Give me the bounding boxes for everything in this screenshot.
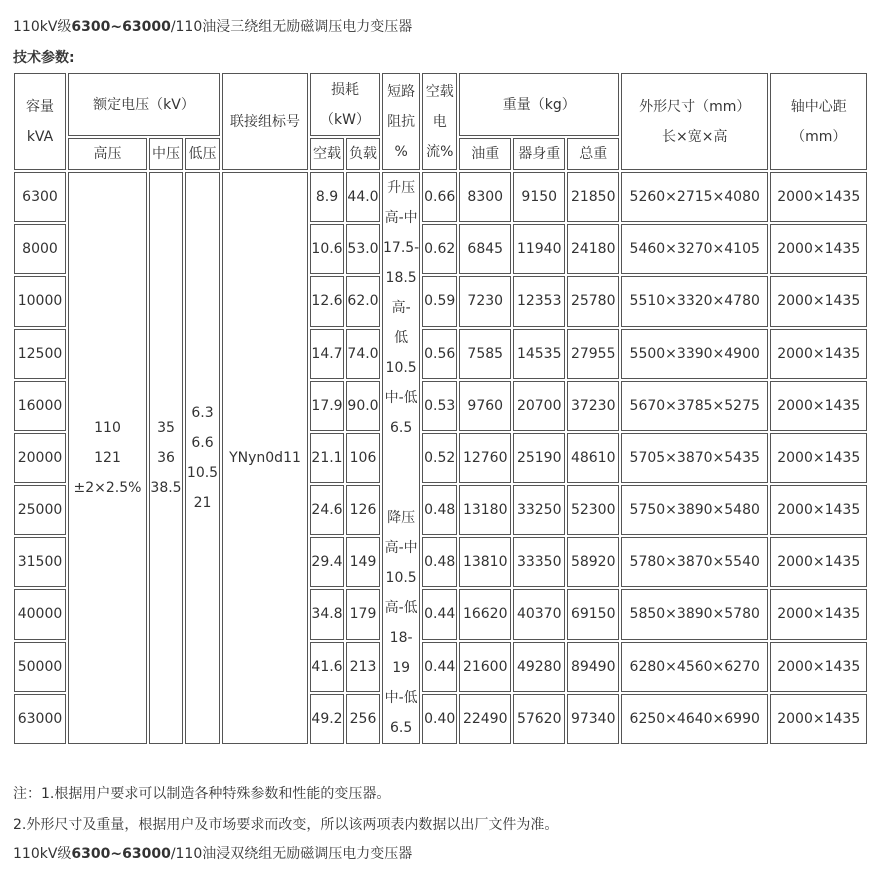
capacity-cell: 16000 <box>14 381 66 431</box>
mid-voltage-cell-line: 36 <box>157 450 175 466</box>
body-weight-cell: 40370 <box>513 589 565 639</box>
dimensions-cell: 6250×4640×6990 <box>621 694 768 744</box>
high-voltage-cell-line: 110 <box>94 420 121 436</box>
loss-noload-cell: 24.6 <box>310 485 344 535</box>
body-weight-cell: 12353 <box>513 276 565 326</box>
capacity-cell: 10000 <box>14 276 66 326</box>
mid-voltage-cell-line: 38.5 <box>150 480 182 496</box>
header-dimensions <box>621 73 768 170</box>
impedance-cell-line: 17.5- <box>383 240 420 256</box>
header-current-l1: 空载 <box>425 83 454 100</box>
impedance-cell-line: 10.5 <box>385 570 417 586</box>
header-axis-l2: （mm） <box>791 128 847 145</box>
loss-noload-cell: 8.9 <box>310 172 344 222</box>
total-weight-cell: 52300 <box>567 485 619 535</box>
header-axis-l1: 轴中心距 <box>790 98 847 115</box>
header-weight-oil: 油重 <box>459 138 511 170</box>
low-voltage-cell <box>185 172 220 744</box>
loss-load-cell: 90.0 <box>346 381 380 431</box>
header-loss <box>310 73 380 136</box>
dimensions-cell: 5260×2715×4080 <box>621 172 768 222</box>
oil-weight-cell: 22490 <box>459 694 511 744</box>
header-impedance-l1: 短路 <box>387 83 416 100</box>
oil-weight-cell: 16620 <box>459 589 511 639</box>
header-capacity <box>14 73 66 170</box>
loss-noload-cell: 34.8 <box>310 589 344 639</box>
total-weight-cell: 37230 <box>567 381 619 431</box>
high-voltage-cell-line: 121 <box>94 450 121 466</box>
loss-noload-cell: 21.1 <box>310 433 344 483</box>
impedance-cell-line: 18.5 <box>385 270 417 286</box>
impedance-cell-line: 高-低 <box>384 600 418 616</box>
mid-voltage-cell <box>149 172 183 744</box>
header-loss-load: 负载 <box>346 138 380 170</box>
impedance-cell-line: 高- <box>391 300 411 316</box>
loss-noload-cell: 41.6 <box>310 642 344 692</box>
header-capacity-l1: 容量 <box>26 98 54 115</box>
header-weight-body: 器身重 <box>513 138 565 170</box>
loss-load-cell: 62.0 <box>346 276 380 326</box>
oil-weight-cell: 12760 <box>459 433 511 483</box>
noload-current-cell: 0.59 <box>422 276 457 326</box>
noload-current-cell: 0.44 <box>422 642 457 692</box>
body-weight-cell: 33350 <box>513 537 565 587</box>
axis-distance-cell: 2000×1435 <box>770 537 867 587</box>
header-current-l2: 电 <box>432 113 447 130</box>
impedance-cell-line: 10.5 <box>385 360 417 376</box>
dimensions-cell: 6280×4560×6270 <box>621 642 768 692</box>
low-voltage-cell-line: 21 <box>193 495 212 511</box>
title-range: 6300~63000 <box>71 19 171 35</box>
capacity-cell: 25000 <box>14 485 66 535</box>
impedance-cell-line <box>383 443 419 473</box>
capacity-cell: 31500 <box>14 537 66 587</box>
noload-current-cell: 0.48 <box>422 485 457 535</box>
dimensions-cell: 5780×3870×5540 <box>621 537 768 587</box>
axis-distance-cell: 2000×1435 <box>770 642 867 692</box>
noload-current-cell: 0.44 <box>422 589 457 639</box>
high-voltage-cell <box>68 172 147 744</box>
total-weight-cell: 58920 <box>567 537 619 587</box>
header-dims-l1: 外形尺寸（mm） <box>639 98 751 115</box>
title2-prefix: 110kV级 <box>13 846 72 862</box>
axis-distance-cell: 2000×1435 <box>770 694 867 744</box>
impedance-cell-line: 高-中 <box>384 540 418 556</box>
noload-current-cell: 0.48 <box>422 537 457 587</box>
header-impedance-l2: 阻抗 <box>387 113 416 130</box>
body-weight-cell: 49280 <box>513 642 565 692</box>
impedance-cell-line: 降压 <box>387 510 416 526</box>
noload-current-cell: 0.56 <box>422 329 457 379</box>
axis-distance-cell: 2000×1435 <box>770 329 867 379</box>
loss-noload-cell: 49.2 <box>310 694 344 744</box>
impedance-cell-line: 低 <box>394 330 409 346</box>
loss-noload-cell: 17.9 <box>310 381 344 431</box>
axis-distance-cell: 2000×1435 <box>770 276 867 326</box>
low-voltage-cell-line: 10.5 <box>186 465 219 481</box>
body-weight-cell: 33250 <box>513 485 565 535</box>
total-weight-cell: 89490 <box>567 642 619 692</box>
title2-range: 6300~63000 <box>71 846 171 862</box>
header-weight-total: 总重 <box>567 138 619 170</box>
capacity-cell: 6300 <box>14 172 66 222</box>
header-capacity-l2: kVA <box>26 128 54 145</box>
loss-load-cell: 126 <box>346 485 380 535</box>
axis-distance-cell: 2000×1435 <box>770 381 867 431</box>
loss-load-cell: 179 <box>346 589 380 639</box>
loss-load-cell: 53.0 <box>346 224 380 274</box>
body-weight-cell: 25190 <box>513 433 565 483</box>
impedance-cell <box>382 172 420 744</box>
noload-current-cell: 0.62 <box>422 224 457 274</box>
title2-suffix: /110油浸双绕组无励磁调压电力变压器 <box>170 846 413 862</box>
capacity-cell: 12500 <box>14 329 66 379</box>
header-voltage-mid: 中压 <box>149 138 183 170</box>
loss-noload-cell: 10.6 <box>310 224 344 274</box>
total-weight-cell: 97340 <box>567 694 619 744</box>
loss-load-cell: 213 <box>346 642 380 692</box>
header-noload-current <box>422 73 457 170</box>
noload-current-cell: 0.53 <box>422 381 457 431</box>
section-subtitle: 技术参数: <box>13 50 75 66</box>
impedance-cell-line: 19 <box>392 660 411 676</box>
header-loss-l1: 损耗 <box>331 81 359 98</box>
oil-weight-cell: 13180 <box>459 485 511 535</box>
total-weight-cell: 69150 <box>567 589 619 639</box>
header-dims-l2: 长×宽×高 <box>662 128 728 145</box>
page-title <box>13 16 412 36</box>
oil-weight-cell: 9760 <box>459 381 511 431</box>
capacity-cell: 20000 <box>14 433 66 483</box>
body-weight-cell: 9150 <box>513 172 565 222</box>
impedance-cell-line: 6.5 <box>389 420 413 436</box>
header-impedance-l3: % <box>394 143 408 160</box>
oil-weight-cell: 8300 <box>459 172 511 222</box>
total-weight-cell: 48610 <box>567 433 619 483</box>
impedance-cell-line: 升压 <box>387 180 416 196</box>
capacity-cell: 8000 <box>14 224 66 274</box>
noload-current-cell: 0.52 <box>422 433 457 483</box>
dimensions-cell: 5510×3320×4780 <box>621 276 768 326</box>
header-vector-group: 联接组标号 <box>222 73 308 170</box>
header-row-1 <box>14 73 867 136</box>
header-axis-distance <box>770 73 867 170</box>
body-weight-cell: 14535 <box>513 329 565 379</box>
loss-load-cell: 256 <box>346 694 380 744</box>
oil-weight-cell: 7585 <box>459 329 511 379</box>
table-row <box>14 172 867 222</box>
noload-current-cell: 0.66 <box>422 172 457 222</box>
header-weight: 重量（kg） <box>459 73 619 136</box>
header-loss-noload: 空载 <box>310 138 344 170</box>
header-voltage: 额定电压（kV） <box>68 73 220 136</box>
header-voltage-low: 低压 <box>185 138 220 170</box>
dimensions-cell: 5750×3890×5480 <box>621 485 768 535</box>
spec-table-body <box>14 73 867 744</box>
low-voltage-cell-line: 6.6 <box>191 435 214 451</box>
vector-group-cell: YNyn0d11 <box>222 172 308 744</box>
capacity-cell: 50000 <box>14 642 66 692</box>
loss-load-cell: 44.0 <box>346 172 380 222</box>
impedance-cell-line: 中-低 <box>384 390 418 406</box>
impedance-cell-line: 18- <box>389 630 413 646</box>
total-weight-cell: 25780 <box>567 276 619 326</box>
dimensions-cell: 5705×3870×5435 <box>621 433 768 483</box>
axis-distance-cell: 2000×1435 <box>770 224 867 274</box>
high-voltage-cell-line: ±2×2.5% <box>73 480 142 496</box>
oil-weight-cell: 13810 <box>459 537 511 587</box>
impedance-cell-line: 中-低 <box>384 690 418 706</box>
header-voltage-high: 高压 <box>68 138 147 170</box>
loss-noload-cell: 29.4 <box>310 537 344 587</box>
body-weight-cell: 57620 <box>513 694 565 744</box>
header-loss-l2: （kW） <box>320 111 370 128</box>
oil-weight-cell: 7230 <box>459 276 511 326</box>
capacity-cell: 63000 <box>14 694 66 744</box>
dimensions-cell: 5850×3890×5780 <box>621 589 768 639</box>
impedance-cell-line <box>383 473 419 503</box>
dimensions-cell: 5500×3390×4900 <box>621 329 768 379</box>
impedance-cell-line: 6.5 <box>389 720 413 736</box>
header-impedance <box>382 73 420 170</box>
title-suffix: /110油浸三绕组无励磁调压电力变压器 <box>170 19 413 35</box>
noload-current-cell: 0.40 <box>422 694 457 744</box>
body-weight-cell: 11940 <box>513 224 565 274</box>
next-section-title <box>13 843 412 863</box>
loss-load-cell: 106 <box>346 433 380 483</box>
mid-voltage-cell-line: 35 <box>157 420 175 436</box>
loss-load-cell: 149 <box>346 537 380 587</box>
axis-distance-cell: 2000×1435 <box>770 433 867 483</box>
impedance-cell-line: 高-中 <box>384 210 418 226</box>
note-1: 注：1.根据用户要求可以制造各种特殊参数和性能的变压器。 <box>13 786 391 802</box>
axis-distance-cell: 2000×1435 <box>770 589 867 639</box>
total-weight-cell: 24180 <box>567 224 619 274</box>
loss-load-cell: 74.0 <box>346 329 380 379</box>
spec-table <box>12 71 869 746</box>
dimensions-cell: 5670×3785×5275 <box>621 381 768 431</box>
loss-noload-cell: 12.6 <box>310 276 344 326</box>
oil-weight-cell: 21600 <box>459 642 511 692</box>
note-2: 2.外形尺寸及重量，根据用户及市场要求而改变，所以该两项表内数据以出厂文件为准。 <box>13 817 559 833</box>
title-prefix: 110kV级 <box>13 19 72 35</box>
axis-distance-cell: 2000×1435 <box>770 485 867 535</box>
dimensions-cell: 5460×3270×4105 <box>621 224 768 274</box>
capacity-cell: 40000 <box>14 589 66 639</box>
low-voltage-cell-line: 6.3 <box>191 405 214 421</box>
oil-weight-cell: 6845 <box>459 224 511 274</box>
header-current-l3: 流% <box>426 143 454 160</box>
body-weight-cell: 20700 <box>513 381 565 431</box>
loss-noload-cell: 14.7 <box>310 329 344 379</box>
total-weight-cell: 27955 <box>567 329 619 379</box>
axis-distance-cell: 2000×1435 <box>770 172 867 222</box>
total-weight-cell: 21850 <box>567 172 619 222</box>
